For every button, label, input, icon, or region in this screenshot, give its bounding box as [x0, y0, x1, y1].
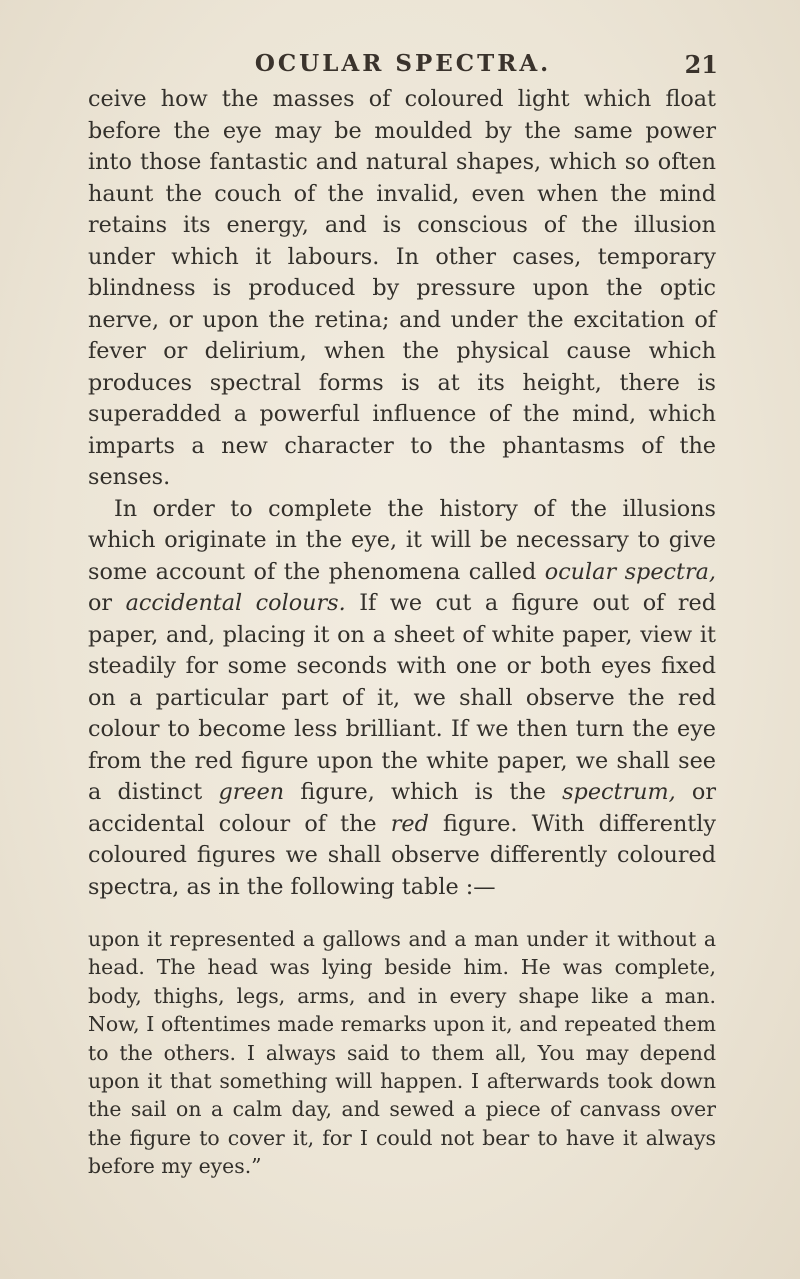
paragraph-ocular-spectra [88, 494, 716, 904]
italic-term-spectrum: spectrum, [562, 779, 676, 805]
text-span: or [88, 590, 126, 616]
italic-term-red: red [390, 810, 429, 837]
text-span: In order to complete the history of the illusions which originate in the eye, it will be necessary to give some account of the phenomena called [88, 495, 716, 585]
text-span: or accidental colour of the [88, 779, 717, 837]
quotation-paragraph: upon it represented a gallows and a man under it without a head. The head was lying beside him. He was complete, body, thighs, legs, arms, and in every shape like a man. Now, I oftentimes made remarks upon it, and repeated them to the others. I always said to them all, You may depend upon it that something will happen. I afterwards took down the sail on a calm day, and sewed a piece of canvass over the figure to cover it, for I could not bear to have it always before my eyes.” [88, 927, 716, 1179]
page-number: 21 [684, 50, 718, 79]
body-text [88, 84, 716, 1181]
italic-term-green: green [218, 779, 285, 805]
text-span: figure. With differently coloured figures we shall observe differently coloured spectra, as in the following table :— [88, 810, 716, 900]
text-span: If we cut a figure out of red paper, and, placing it on a sheet of white paper, view it steadily for some seconds with one or both eyes fixed on a particular part of it, we shall observe the red colour to become less brilliant. If we then turn the eye from the red figure upon the white paper, we shall see a distinct [88, 590, 716, 805]
italic-term-accidental-colours: accidental colours. [125, 590, 346, 616]
running-title: OCULAR SPECTRA. [254, 50, 552, 77]
paragraph-continuation: ceive how the masses of coloured light which float before the eye may be moulded by the same power into those fantastic and natural shapes, which so often haunt the couch of the invalid, even when the mind retains its energy, and is conscious of the illusion under which it labours. In other cases, temporary blindness is produced by pressure upon the optic nerve, or upon the retina; and under the excitation of fever or delirium, when the physical cause which produces spectral forms is at its height, there is superadded a powerful influence of the mind, which imparts a new character to the phantasms of the senses. [88, 86, 716, 490]
italic-term-ocular-spectra: ocular spectra, [544, 558, 716, 585]
text-span: figure, which is the [284, 779, 563, 805]
